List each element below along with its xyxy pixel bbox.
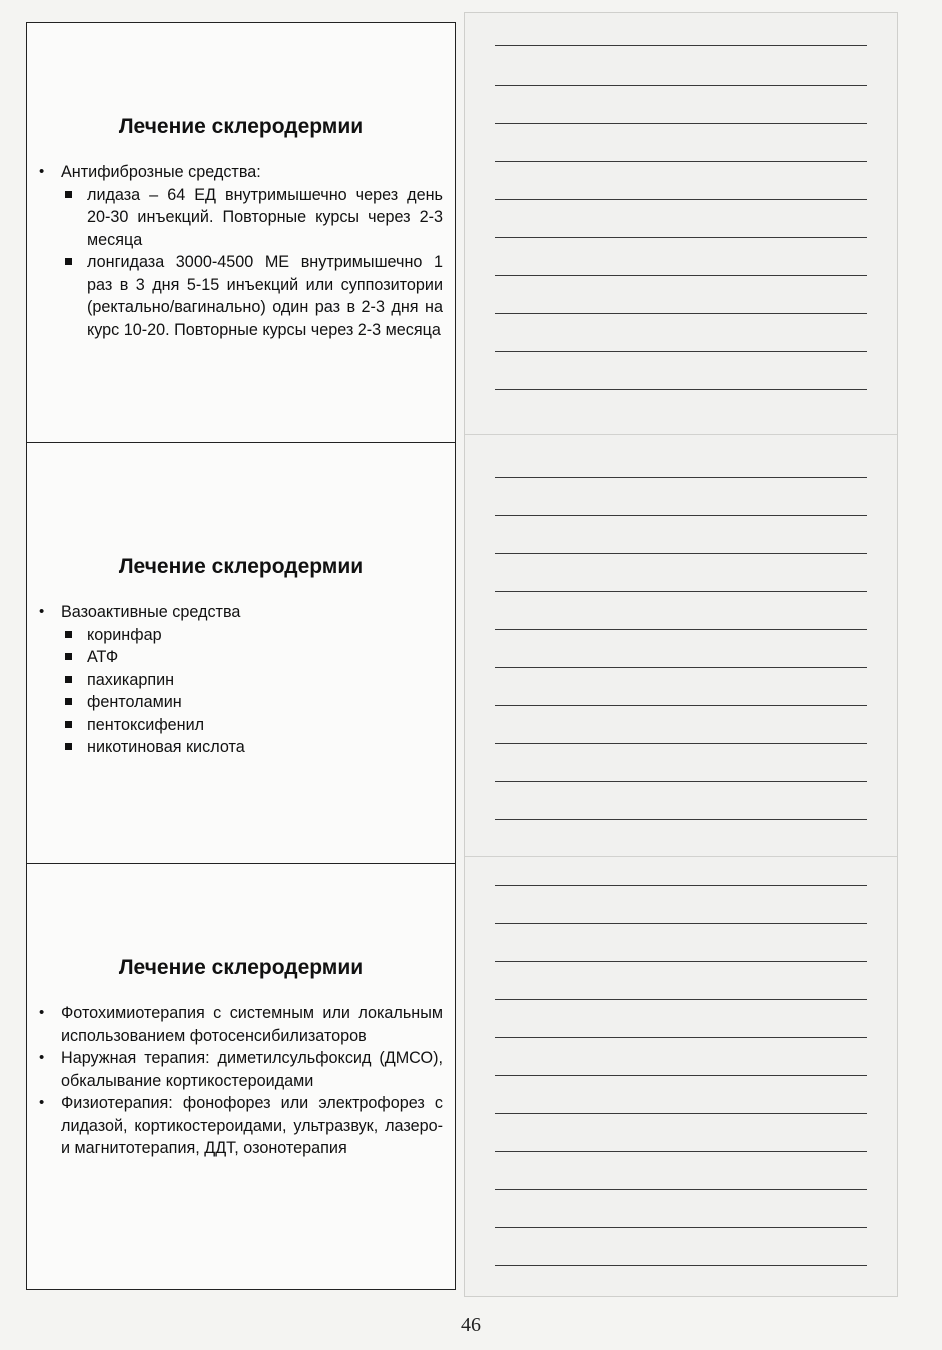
list-item: • Наружная терапия: диметилсульфоксид (ДМСО), обкалывание кортикостероидами [37,1047,443,1092]
slide-card-vasoactive [27,443,455,864]
ruled-line [495,351,867,352]
ruled-line [495,705,867,706]
ruled-line [495,781,867,782]
sub-list-item: никотиновая кислота [61,736,443,759]
card-body [37,161,443,341]
ruled-line [495,313,867,314]
ruled-line [495,1227,867,1228]
list-item [37,161,443,341]
ruled-line [495,1075,867,1076]
sub-list-item: фентоламин [61,691,443,714]
ruled-line [495,1113,867,1114]
ruled-line [495,999,867,1000]
ruled-line [495,123,867,124]
ruled-line [495,477,867,478]
list-item [37,601,443,759]
sub-list-item: пахикарпин [61,669,443,692]
ruled-line [495,199,867,200]
ruled-line [495,667,867,668]
ruled-line [495,515,867,516]
notes-panel [465,435,897,857]
slide-card-phototherapy [27,864,455,1291]
ruled-line [495,237,867,238]
ruled-line [495,45,867,46]
ruled-line [495,1151,867,1152]
sub-list-item: лидаза – 64 ЕД внутримышечно через день 20-30 инъекций. Повторные курсы через 2-3 месяца [61,184,443,252]
ruled-line [495,389,867,390]
card-body [37,601,443,759]
ruled-line [495,591,867,592]
ruled-line [495,819,867,820]
item-text: Антифиброзные средства: [61,163,261,181]
card-title: Лечение склеродермии [118,956,364,979]
ruled-line [495,923,867,924]
ruled-line [495,161,867,162]
ruled-line [495,1037,867,1038]
page-number: 46 [461,1314,481,1336]
notes-column [464,12,898,1297]
ruled-line [495,553,867,554]
ruled-line [495,1189,867,1190]
ruled-line [495,1265,867,1266]
ruled-line [495,885,867,886]
sub-list-item: АТФ [61,646,443,669]
card-body [37,1002,443,1160]
sub-list-item: лонгидаза 3000-4500 МЕ внутримышечно 1 раз в 3 дня 5-15 инъекций или суппозитории (ректально/вагинально) один раз в 2-3 дня на курс 10-20. Повторные курсы через 2-3 месяца [61,251,443,341]
list-item: • Физиотерапия: фонофорез или электрофорез с лидазой, кортикостероидами, ультразвук, лазеро- и магнитотерапия, ДДТ, озонотерапия [37,1092,443,1160]
item-text: Вазоактивные средства [61,603,241,621]
card-title: Лечение склеродермии [118,555,364,578]
list-item: • Фотохимиотерапия с системным или локальным использованием фотосенсибилизаторов [37,1002,443,1047]
sub-list-item: коринфар [61,624,443,647]
ruled-line [495,275,867,276]
notes-panel [465,857,897,1298]
ruled-line [495,961,867,962]
ruled-line [495,629,867,630]
slide-card-antifibrotic [27,23,455,443]
ruled-line [495,743,867,744]
ruled-line [495,85,867,86]
notes-panel [465,13,897,435]
sub-list-item: пентоксифенил [61,714,443,737]
card-title: Лечение склеродермии [118,115,364,138]
slide-cards-column [26,22,456,1290]
